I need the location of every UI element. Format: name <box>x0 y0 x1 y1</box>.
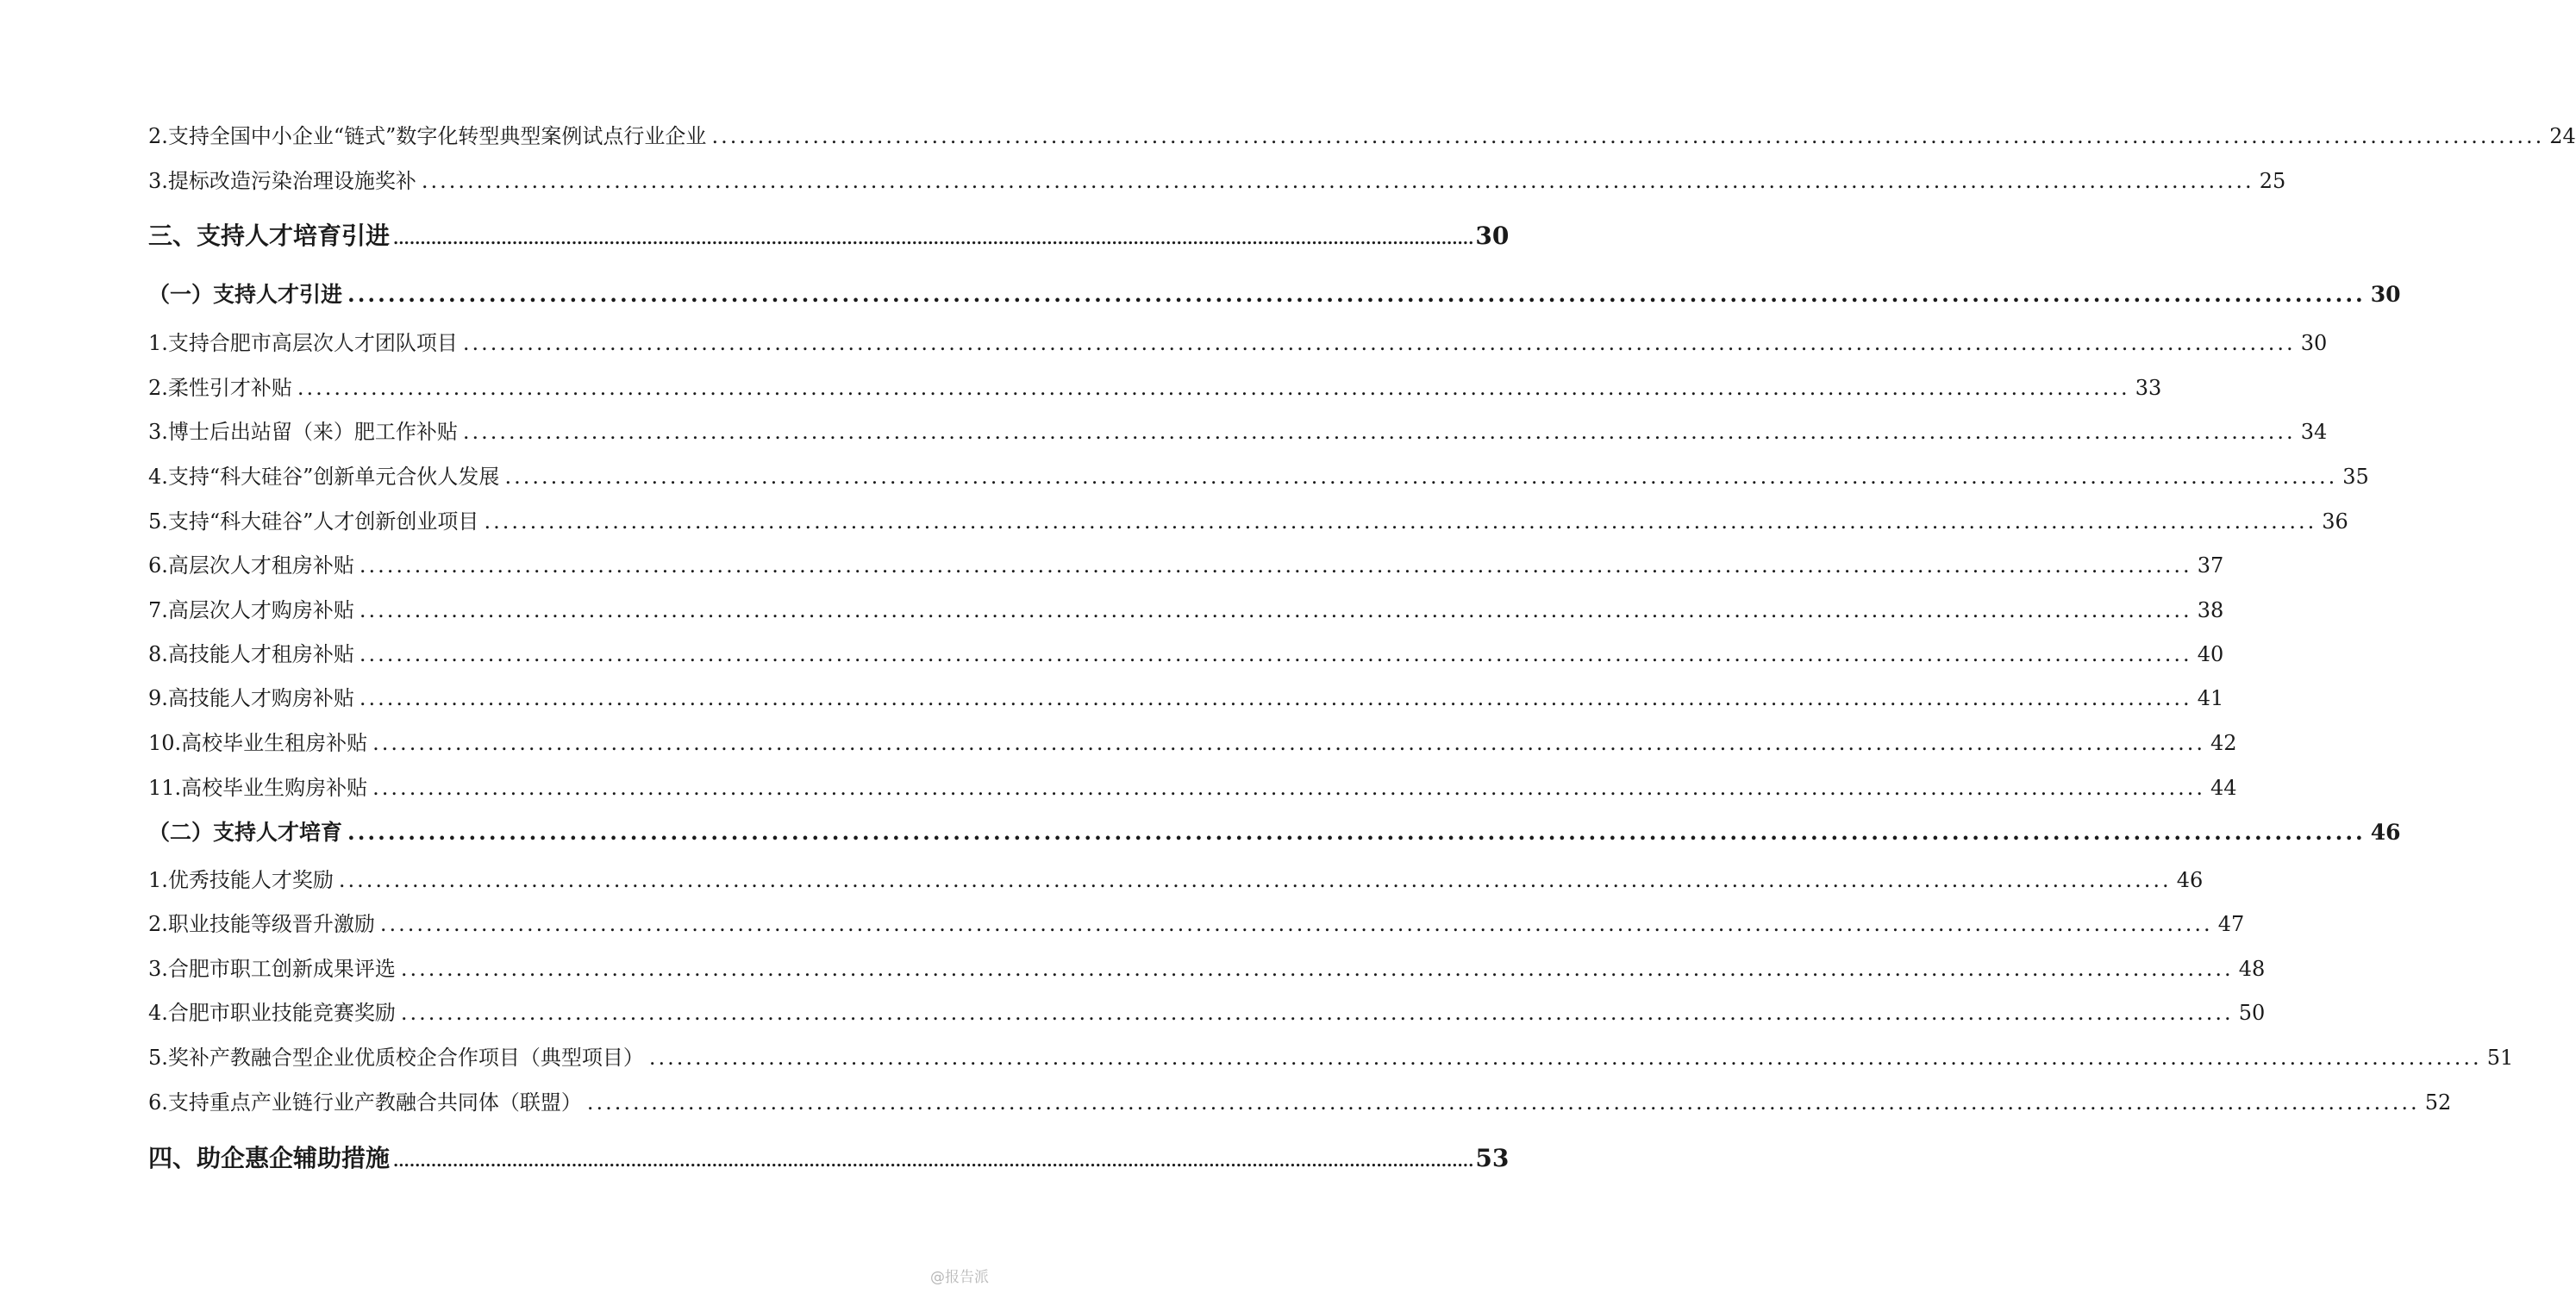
toc-entry-label: 11.高校毕业生购房补贴 <box>148 776 368 800</box>
toc-entry[interactable] <box>148 548 2224 578</box>
dot-leader: ........................................................................................................................................................................................................ <box>400 1001 2234 1025</box>
toc-entry-label: 2.职业技能等级晋升激励 <box>148 912 375 936</box>
dot-leader: ........................................................................................................................................................................................................ <box>372 731 2205 755</box>
toc-section[interactable] <box>148 815 2401 846</box>
dot-leader: ........................................................................................................................................................................................................ <box>393 1152 1474 1171</box>
dot-leader: ........................................................................................................................................................................................................ <box>504 465 2338 489</box>
toc-entry-label: 2.柔性引才补贴 <box>148 376 292 400</box>
toc-section[interactable] <box>148 278 2401 309</box>
watermark: @报告派 <box>930 1269 989 1286</box>
dot-leader: ........................................................................................................................................................................................................ <box>347 820 2366 845</box>
toc-entry-page: 42 <box>2210 731 2237 755</box>
toc-entry-label: 2.支持全国中小企业“链式”数字化转型典型案例试点行业企业 <box>148 124 707 148</box>
toc-entry[interactable] <box>148 681 2224 711</box>
toc-section-label: （一）支持人才引进 <box>148 282 343 307</box>
toc-entry-page: 35 <box>2342 465 2369 489</box>
toc-entry[interactable] <box>148 996 2266 1026</box>
toc-entry-label: 4.合肥市职业技能竞赛奖励 <box>148 1001 396 1025</box>
dot-leader: ........................................................................................................................................................................................................ <box>586 1090 2420 1115</box>
toc-entry-page: 38 <box>2197 598 2224 622</box>
toc-entry-label: 10.高校毕业生租房补贴 <box>148 731 368 755</box>
dot-leader: ........................................................................................................................................................................................................ <box>297 376 2130 400</box>
toc-entry[interactable] <box>148 415 2328 445</box>
toc-entry-page: 51 <box>2486 1046 2514 1070</box>
toc-entry-label: 3.提标改造污染治理设施奖补 <box>148 169 416 193</box>
dot-leader: ........................................................................................................................................................................................................ <box>711 124 2545 148</box>
toc-entry[interactable] <box>148 164 2286 194</box>
toc-entry-page: 40 <box>2197 642 2224 666</box>
toc-entry-page: 48 <box>2238 957 2266 981</box>
toc-entry[interactable] <box>148 1040 2514 1071</box>
toc-entry-label: 6.高层次人才租房补贴 <box>148 553 354 578</box>
toc-chapter[interactable] <box>148 217 1510 252</box>
dot-leader: ........................................................................................................................................................................................................ <box>648 1046 2482 1070</box>
dot-leader: ........................................................................................................................................................................................................ <box>359 686 2192 710</box>
toc-entry-page: 50 <box>2238 1001 2266 1025</box>
toc-chapter-page: 30 <box>1475 222 1510 250</box>
toc-entry-label: 6.支持重点产业链行业产教融合共同体（联盟） <box>148 1090 582 1115</box>
toc-entry[interactable] <box>148 863 2204 893</box>
toc-entry-label: 1.支持合肥市高层次人才团队项目 <box>148 331 458 355</box>
toc-entry-page: 33 <box>2135 376 2162 400</box>
toc-entry-page: 46 <box>2176 868 2204 892</box>
toc-entry[interactable] <box>148 119 2576 149</box>
toc-entry-page: 52 <box>2424 1090 2452 1115</box>
toc-entry[interactable] <box>148 637 2224 667</box>
dot-leader: ........................................................................................................................................................................................................ <box>347 282 2366 307</box>
toc-entry[interactable] <box>148 907 2245 937</box>
dot-leader: ........................................................................................................................................................................................................ <box>393 230 1474 248</box>
toc-chapter[interactable] <box>148 1140 1510 1174</box>
toc-entry-page: 44 <box>2210 776 2237 800</box>
toc-entry[interactable] <box>148 771 2237 801</box>
toc-entry[interactable] <box>148 1085 2452 1115</box>
toc-entry-label: 3.博士后出站留（来）肥工作补贴 <box>148 420 458 444</box>
toc-entry-label: 8.高技能人才租房补贴 <box>148 642 354 666</box>
dot-leader: ........................................................................................................................................................................................................ <box>372 776 2205 800</box>
toc-entry-page: 30 <box>2300 331 2328 355</box>
toc-entry[interactable] <box>148 326 2328 356</box>
toc-entry[interactable] <box>148 459 2369 490</box>
dot-leader: ........................................................................................................................................................................................................ <box>400 957 2234 981</box>
toc-entry-page: 36 <box>2322 509 2348 534</box>
toc-entry-label: 4.支持“科大硅谷”创新单元合伙人发展 <box>148 465 500 489</box>
toc-entry[interactable] <box>148 371 2162 401</box>
toc-entry-page: 37 <box>2197 553 2224 578</box>
dot-leader: ........................................................................................................................................................................................................ <box>421 169 2254 193</box>
dot-leader: ........................................................................................................................................................................................................ <box>359 642 2192 666</box>
toc-section-label: （二）支持人才培育 <box>148 820 343 845</box>
dot-leader: ........................................................................................................................................................................................................ <box>379 912 2213 936</box>
dot-leader: ........................................................................................................................................................................................................ <box>359 553 2192 578</box>
toc-entry[interactable] <box>148 593 2224 623</box>
dot-leader: ........................................................................................................................................................................................................ <box>462 331 2296 355</box>
toc-section-page: 30 <box>2370 282 2401 307</box>
toc-entry[interactable] <box>148 726 2237 756</box>
dot-leader: ........................................................................................................................................................................................................ <box>338 868 2172 892</box>
toc-entry[interactable] <box>148 952 2266 982</box>
toc-chapter-page: 53 <box>1475 1144 1510 1172</box>
toc-chapter-label: 三、支持人才培育引进 <box>148 222 391 250</box>
dot-leader: ........................................................................................................................................................................................................ <box>359 598 2192 622</box>
toc-entry-label: 5.支持“科大硅谷”人才创新创业项目 <box>148 509 479 534</box>
toc-entry-label: 1.优秀技能人才奖励 <box>148 868 334 892</box>
toc-entry-page: 47 <box>2217 912 2245 936</box>
toc-entry-page: 41 <box>2197 686 2224 710</box>
toc-entry[interactable] <box>148 504 2348 534</box>
dot-leader: ........................................................................................................................................................................................................ <box>462 420 2296 444</box>
toc-section-page: 46 <box>2370 820 2401 845</box>
toc-entry-label: 5.奖补产教融合型企业优质校企合作项目（典型项目） <box>148 1046 644 1070</box>
toc-entry-label: 9.高技能人才购房补贴 <box>148 686 354 710</box>
toc-entry-label: 3.合肥市职工创新成果评选 <box>148 957 396 981</box>
toc-entry-page: 24 <box>2549 124 2576 148</box>
toc-entry-page: 25 <box>2259 169 2286 193</box>
toc-entry-page: 34 <box>2300 420 2328 444</box>
dot-leader: ........................................................................................................................................................................................................ <box>484 509 2317 534</box>
toc-entry-label: 7.高层次人才购房补贴 <box>148 598 354 622</box>
toc-chapter-label: 四、助企惠企辅助措施 <box>148 1144 391 1172</box>
